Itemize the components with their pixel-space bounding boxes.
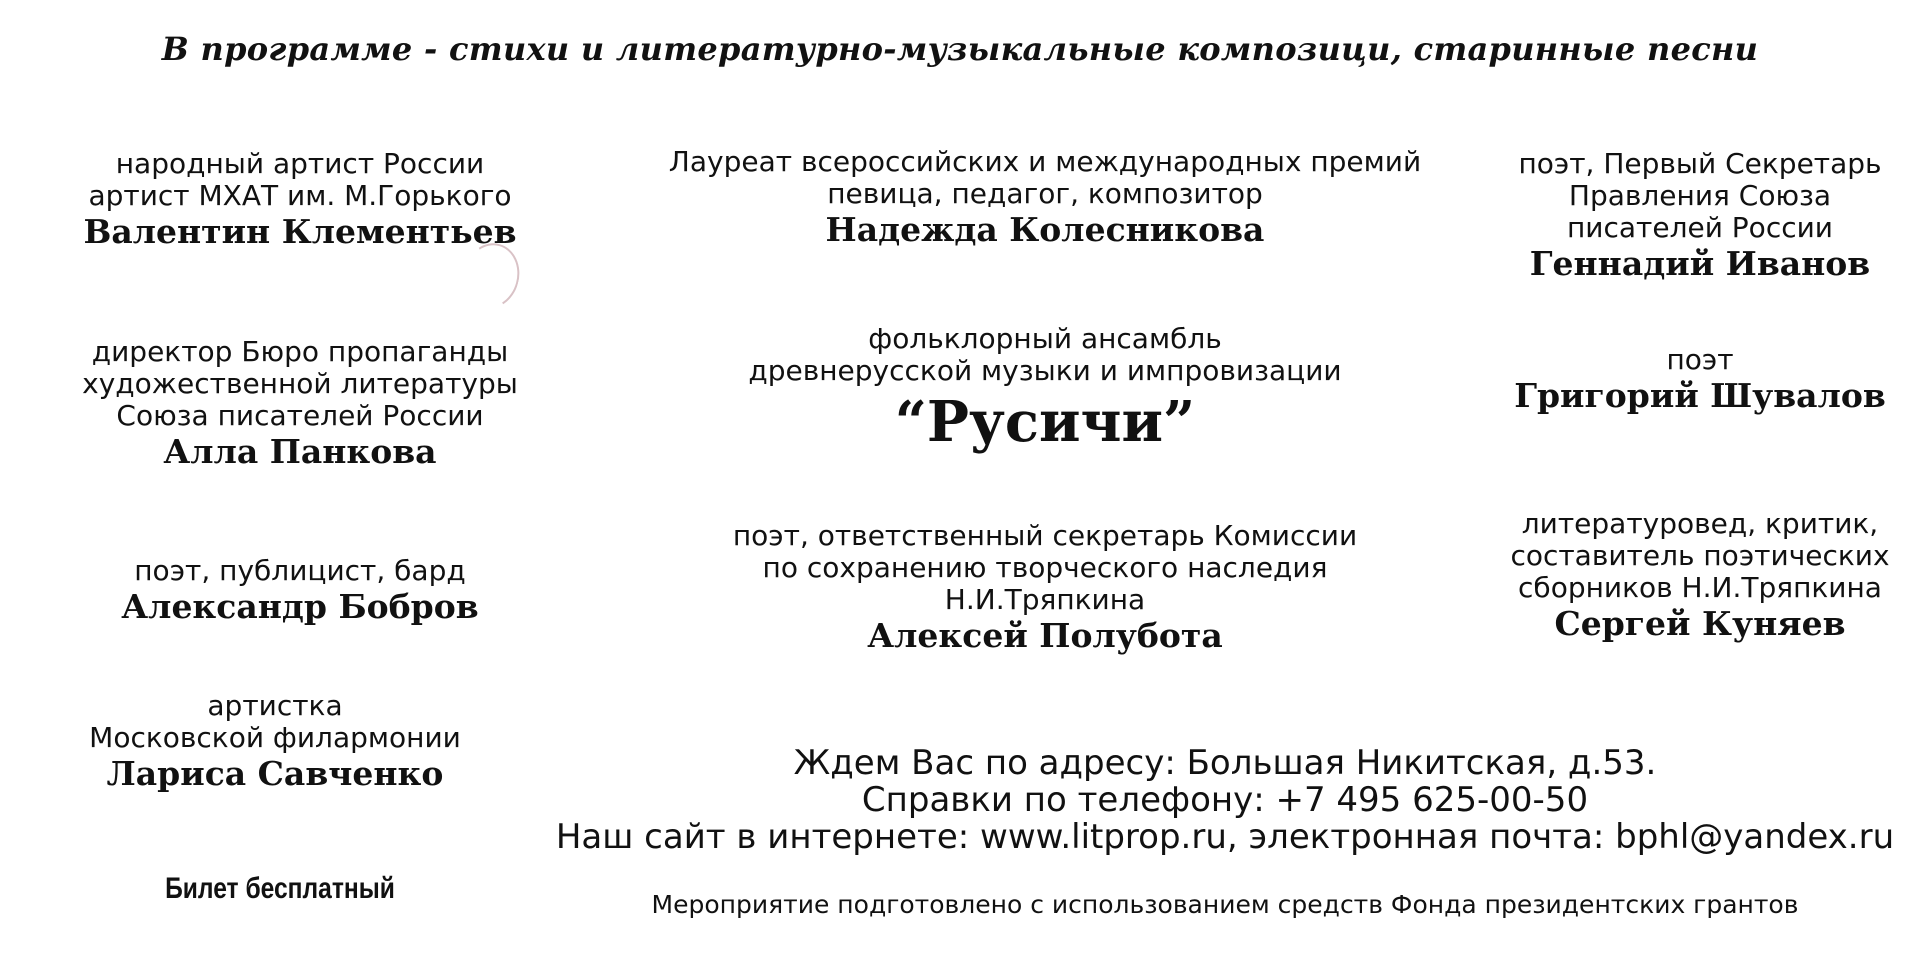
performer-role: Союза писателей России	[116, 399, 484, 432]
performer-name: Лариса Савченко	[106, 754, 444, 793]
grant-footnote: Мероприятие подготовлено с использованием средств Фонда президентских грантов	[651, 890, 1799, 919]
performer-block	[1490, 344, 1910, 416]
ensemble-name: “Русичи”	[894, 389, 1196, 455]
performer-role: директор Бюро пропаганды	[91, 335, 509, 368]
ensemble-role: фольклорный ансамбль	[868, 322, 1222, 355]
performer-name: Сергей Куняев	[1554, 604, 1846, 643]
performer-role: поэт	[1666, 343, 1734, 376]
performer-name: Александр Бобров	[121, 587, 479, 626]
contact-web: Наш сайт в интернете: www.litprop.ru, электронная почта: bphl@yandex.ru	[555, 817, 1895, 857]
program-headline: В программе - стихи и литературно-музыкальные композици, старинные песни	[161, 30, 1759, 68]
performer-role: по сохранению творческого наследия	[762, 551, 1328, 584]
contact-address: Ждем Вас по адресу: Большая Никитская, д.53.	[793, 743, 1657, 783]
contact-phone: Справки по телефону: +7 495 625-00-50	[861, 780, 1589, 820]
performer-block	[70, 690, 480, 794]
performer-role: поэт, ответственный секретарь Комиссии	[732, 519, 1358, 552]
performer-role: поэт, Первый Секретарь	[1518, 147, 1882, 180]
performer-block	[595, 146, 1495, 250]
performer-role: сборников Н.И.Тряпкина	[1518, 571, 1882, 604]
ensemble-block	[645, 323, 1445, 457]
performer-name: Геннадий Иванов	[1529, 244, 1871, 283]
performer-block	[70, 148, 530, 252]
contact-info	[545, 745, 1905, 856]
performer-name: Надежда Колесникова	[825, 210, 1265, 249]
performer-role: поэт, публицист, бард	[134, 554, 466, 587]
performer-role: составитель поэтических	[1510, 539, 1890, 572]
performer-role: художественной литературы	[82, 367, 518, 400]
performer-role: Московской филармонии	[89, 721, 461, 754]
performer-role: певица, педагог, композитор	[827, 177, 1263, 210]
performer-block	[645, 520, 1445, 656]
performer-block	[70, 555, 530, 627]
performer-role: артистка	[207, 689, 343, 722]
performer-role: писателей России	[1566, 211, 1833, 244]
performer-role: Н.И.Тряпкина	[944, 583, 1146, 616]
performer-role: Лауреат всероссийских и международных премий	[668, 145, 1422, 178]
performer-name: Алексей Полубота	[867, 616, 1223, 655]
performer-role: артист МХАТ им. М.Горького	[88, 179, 512, 212]
performer-block	[1490, 148, 1910, 284]
performer-block	[1490, 508, 1910, 644]
ticket-note: Билет бесплатный	[165, 872, 395, 905]
performer-role: литературовед, критик,	[1521, 507, 1879, 540]
performer-role: народный артист России	[115, 147, 485, 180]
performer-name: Григорий Шувалов	[1514, 376, 1886, 415]
performer-name: Алла Панкова	[163, 432, 437, 471]
performer-block	[70, 336, 530, 472]
ensemble-role: древнерусской музыки и импровизации	[748, 354, 1342, 387]
performer-role: Правления Союза	[1568, 179, 1832, 212]
performer-name: Валентин Клементьев	[83, 212, 517, 251]
